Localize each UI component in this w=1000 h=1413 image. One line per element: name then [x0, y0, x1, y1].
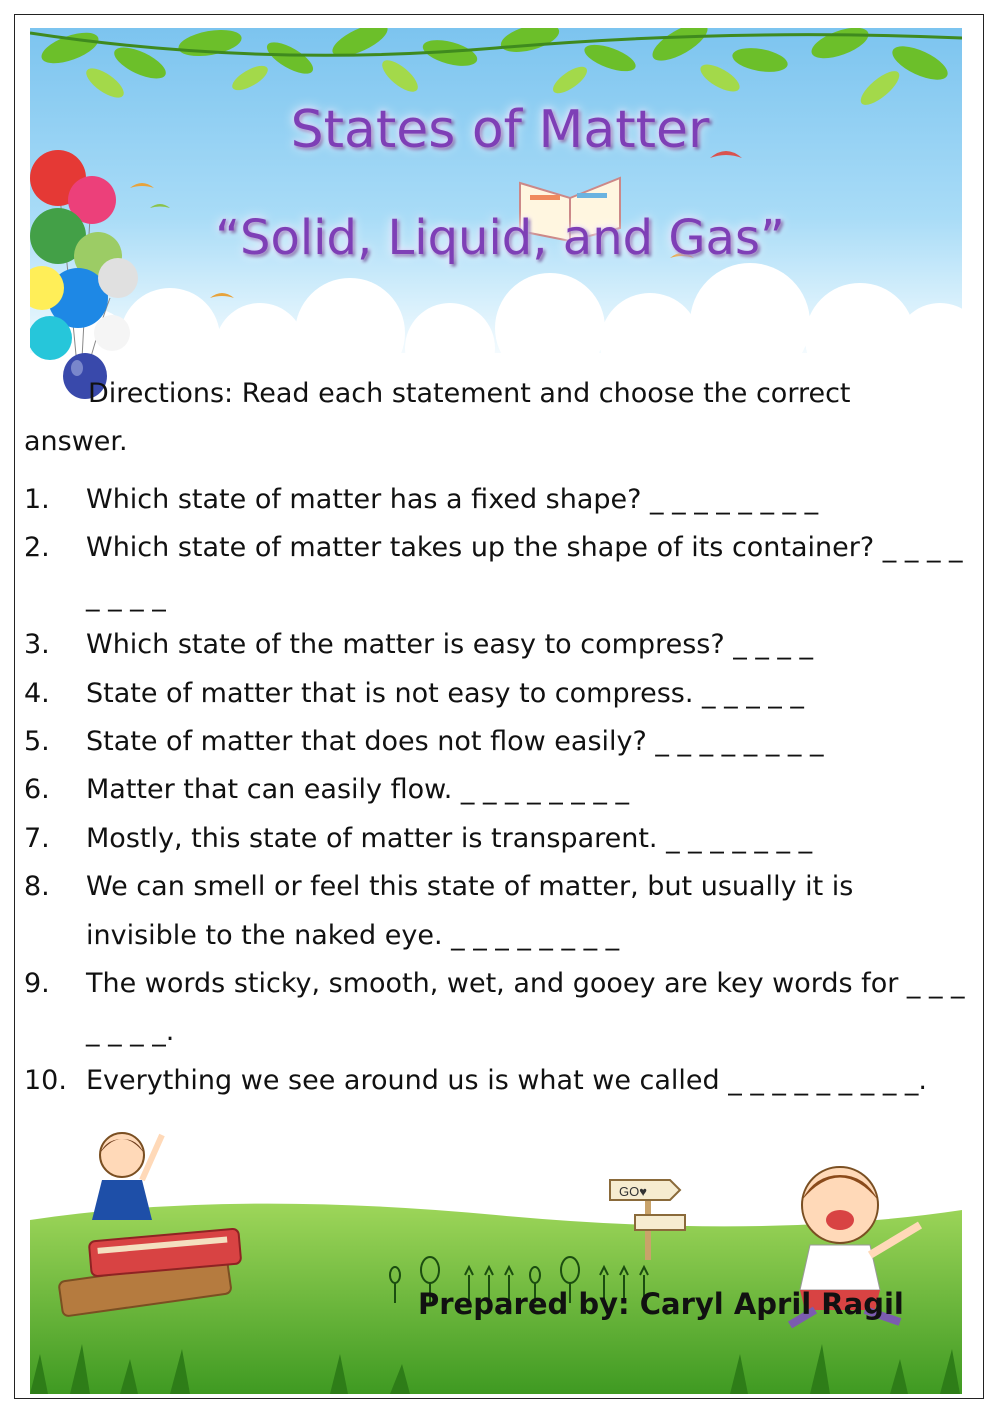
question-item: 4. State of matter that is not easy to compress. _ _ _ _ _	[24, 677, 804, 709]
girl-reading-icon	[82, 1125, 172, 1225]
question-text: The words sticky, smooth, wet, and gooey are key words for _ _ _ _ _ _ _.	[86, 968, 965, 1048]
header-illustration	[30, 28, 962, 373]
question-item: 6. Matter that can easily flow. _ _ _ _ _ _ _ _	[24, 774, 629, 806]
question-item: 1. Which state of matter has a fixed shape? _ _ _ _ _ _ _ _	[24, 484, 819, 515]
signpost-label: GO♥	[619, 1184, 647, 1199]
question-text: Which state of the matter is easy to compress? _ _ _ _	[86, 629, 813, 661]
directions	[24, 370, 904, 466]
question-text: State of matter that is not easy to compress. _ _ _ _ _	[86, 677, 804, 709]
page-title: States of Matter	[290, 100, 710, 160]
footer-illustration	[30, 1120, 962, 1394]
question-text: Matter that can easily flow. _ _ _ _ _ _ _ _	[86, 774, 629, 806]
question-item: 7. Mostly, this state of matter is transparent. _ _ _ _ _ _ _	[24, 822, 813, 854]
directions-line-1: Directions: Read each statement and choose the correct	[88, 378, 851, 409]
question-item: 8. We can smell or feel this state of matter, but usually it is invisible to the naked eye. _ _ _ _ _ _ _ _	[24, 871, 854, 951]
question-item: 2. Which state of matter takes up the shape of its container? _ _ _ _ _ _ _ _	[24, 532, 963, 612]
question-text: Which state of matter takes up the shape of its container? _ _ _ _ _ _ _ _	[86, 532, 963, 612]
question-text: Which state of matter has a fixed shape? _ _ _ _ _ _ _ _	[86, 484, 819, 515]
question-item: 9. The words sticky, smooth, wet, and gooey are key words for _ _ _ _ _ _ _.	[24, 968, 965, 1048]
prepared-by: Prepared by: Caryl April Ragil	[418, 1287, 904, 1321]
page-subtitle: “Solid, Liquid, and Gas”	[215, 210, 785, 266]
directions-line-2: answer.	[24, 426, 128, 457]
question-item: 3. Which state of the matter is easy to compress? _ _ _ _	[24, 629, 813, 661]
question-text: Everything we see around us is what we called _ _ _ _ _ _ _ _ _.	[86, 1064, 927, 1096]
question-item: 10. Everything we see around us is what we called _ _ _ _ _ _ _ _ _.	[24, 1064, 927, 1096]
question-list	[24, 476, 969, 1105]
question-text: Mostly, this state of matter is transparent. _ _ _ _ _ _ _	[86, 822, 813, 854]
question-item: 5. State of matter that does not flow easily? _ _ _ _ _ _ _ _	[24, 726, 824, 758]
signpost-icon	[605, 1170, 695, 1260]
question-text: State of matter that does not flow easily? _ _ _ _ _ _ _ _	[86, 726, 824, 758]
question-text: We can smell or feel this state of matter, but usually it is invisible to the naked eye. _ _ _ _ _ _ _ _	[86, 871, 854, 951]
